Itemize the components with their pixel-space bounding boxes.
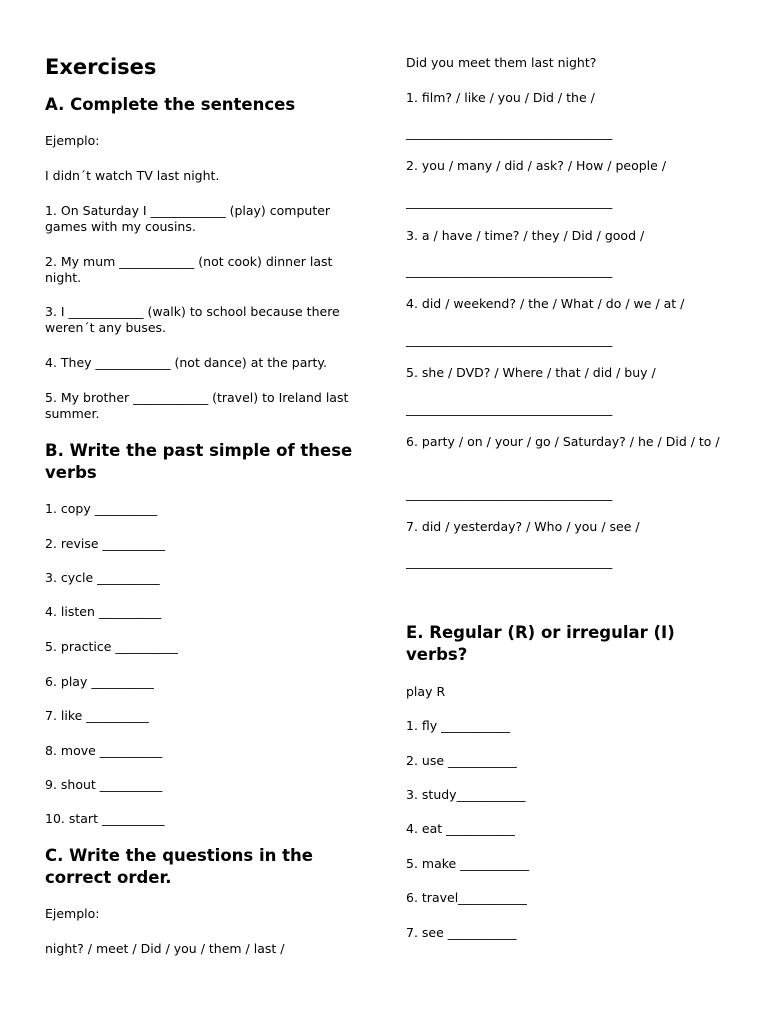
answer-line: _________________________________ <box>406 401 613 416</box>
answer-line: _________________________________ <box>406 486 613 501</box>
section-b-heading: B. Write the past simple of these verbs <box>45 441 353 482</box>
list-item: 3. I ____________ (walk) to school because there weren´t any buses. <box>45 304 340 335</box>
list-item: 9. shout __________ <box>45 777 163 792</box>
list-item: 1. On Saturday I ____________ (play) computer games with my cousins. <box>45 203 331 234</box>
list-item: 6. play __________ <box>45 674 154 689</box>
list-item: 1. film? / like / you / Did / the / <box>406 90 595 105</box>
section-a-example: I didn´t watch TV last night. <box>45 168 220 183</box>
list-item: 7. see ___________ <box>406 925 517 940</box>
list-item: 6. travel___________ <box>406 890 527 905</box>
section-e-heading: E. Regular (R) or irregular (I) verbs? <box>406 623 675 664</box>
list-item: 2. you / many / did / ask? / How / people / <box>406 158 667 173</box>
section-c-example: night? / meet / Did / you / them / last / <box>45 941 285 956</box>
list-item: 10. start __________ <box>45 811 165 826</box>
list-item: 5. practice __________ <box>45 639 178 654</box>
list-item: 7. did / yesterday? / Who / you / see / <box>406 519 640 534</box>
list-item: 5. My brother ____________ (travel) to Ireland last summer. <box>45 390 349 421</box>
section-c-heading: C. Write the questions in the correct order. <box>45 846 313 887</box>
answer-line: _________________________________ <box>406 194 613 209</box>
list-item: 2. revise __________ <box>45 536 166 551</box>
section-a-heading: A. Complete the sentences <box>45 95 296 114</box>
list-item: 3. a / have / time? / they / Did / good / <box>406 228 645 243</box>
list-item: 6. party / on / your / go / Saturday? / he / Did / to / <box>406 434 720 449</box>
section-e-example: play R <box>406 684 446 699</box>
list-item: 4. They ____________ (not dance) at the party. <box>45 355 327 370</box>
section-d-example-answer: Did you meet them last night? <box>406 55 597 70</box>
list-item: 4. listen __________ <box>45 604 162 619</box>
list-item: 5. she / DVD? / Where / that / did / buy / <box>406 365 656 380</box>
answer-line: _________________________________ <box>406 263 613 278</box>
list-item: 4. eat ___________ <box>406 821 515 836</box>
section-c-example-label: Ejemplo: <box>45 906 100 921</box>
list-item: 4. did / weekend? / the / What / do / we / at / <box>406 296 685 311</box>
list-item: 1. fly ___________ <box>406 718 510 733</box>
list-item: 3. cycle __________ <box>45 570 160 585</box>
list-item: 3. study___________ <box>406 787 526 802</box>
list-item: 2. My mum ____________ (not cook) dinner last night. <box>45 254 333 285</box>
answer-line: _________________________________ <box>406 554 613 569</box>
list-item: 5. make ___________ <box>406 856 529 871</box>
answer-line: _________________________________ <box>406 332 613 347</box>
page-title: Exercises <box>45 55 157 79</box>
list-item: 7. like __________ <box>45 708 149 723</box>
list-item: 8. move __________ <box>45 743 163 758</box>
list-item: 2. use ___________ <box>406 753 517 768</box>
answer-line: _________________________________ <box>406 125 613 140</box>
list-item: 1. copy __________ <box>45 501 158 516</box>
section-a-example-label: Ejemplo: <box>45 133 100 148</box>
